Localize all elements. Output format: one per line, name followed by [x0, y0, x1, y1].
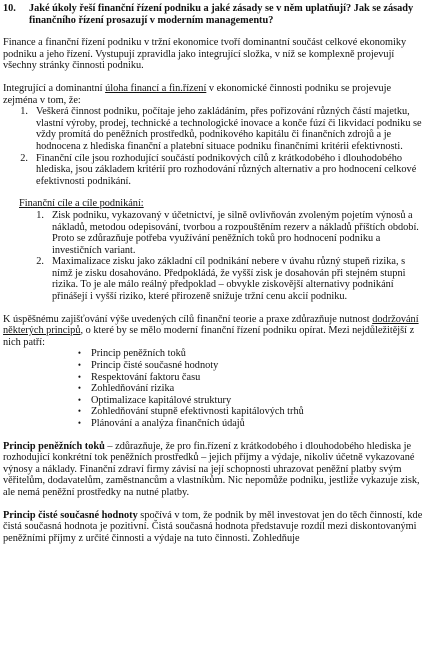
- question-text: Jaké úkoly řeší finanční řízení podniku a jaké zásady se v něm uplatňují? Jak se zásady finančního řízení prosazují v moderním managementu?: [29, 3, 414, 26]
- principles-lead-underlined: dodržování některých principů: [3, 313, 419, 337]
- question-number: 10.: [3, 3, 16, 14]
- list-item: [3, 372, 427, 384]
- list-item-text: Zohledňování stupně efektivnosti kapitálových trhů: [91, 406, 304, 418]
- bullet-icon: •: [77, 383, 81, 394]
- document-page: [3, 3, 427, 544]
- bullet-icon: •: [77, 371, 81, 382]
- list-item-number: 2.: [20, 152, 28, 164]
- bullet-icon: •: [77, 406, 81, 417]
- list-item-text: Optimalizace kapitálové struktury: [91, 394, 232, 406]
- integration-lead-start: Integrující a dominantní: [3, 82, 106, 94]
- bullet-icon: •: [77, 418, 81, 428]
- npv-text: spočívá v tom, že podnik by měl investovat jen do těch činností, kde čistá současná hodnota je pozitivní. Čistá současná hodnota představuje rozdíl mezi diskontovanými peněžními příjmy z určité činnosti a výdaje na tuto činnosti. Zohledňuje: [3, 509, 423, 544]
- integration-lead-end: v ekonomické činnosti podniku se projevuje zejména v tom, že:: [3, 82, 392, 106]
- goals-list: [3, 210, 427, 303]
- question-heading: [3, 3, 427, 26]
- list-item: [19, 210, 427, 256]
- list-item: [3, 383, 427, 395]
- list-item: [3, 360, 427, 372]
- list-item-text: Respektování faktoru času: [91, 371, 201, 383]
- cashflow-text: – zdůrazňuje, že pro fin.řízení z krátkodobého i dlouhodobého hlediska je rozhodující konkrétní tok peněžních prostředků – jejich příjmy a výdaje, nikoliv účetně vykazované výnosy a náklady. Finanční zdraví firmy závisí na její schopnosti uhrazovat peněžní platby svým věřitelům, dodavatelům, zaměstnancům a vlastníkům. Nic nepomůže podniku, jestliže vykazuje zisk, ale nemá peněžní prostředky na nutné platby.: [3, 440, 420, 498]
- npv-term: Princip čisté současné hodnoty: [3, 509, 138, 521]
- list-item: [19, 256, 427, 302]
- list-item-text: Princip peněžních toků: [91, 348, 186, 360]
- list-item-number: 2.: [36, 256, 44, 268]
- list-item-number: 1.: [36, 209, 44, 221]
- list-item: [3, 348, 427, 360]
- bullet-icon: •: [77, 360, 81, 371]
- list-item-text: Zisk podniku, vykazovaný v účetnictví, je silně ovlivňován zvoleným pojetím výnosů a nákladů, metodou odepisování, tvorbou a rozpouštěním rezerv a nákladů příštích období. Proto se zdůrazňuje potřeba využívání peněžních toků pro hodnocení podniku a investičních variant.: [52, 209, 419, 256]
- integration-lead: [3, 83, 427, 106]
- list-item-text: Maximalizace zisku jako základní cíl podnikání nebere v úvahu různý stupeň rizika, s nímž je zisku dosahováno. Předpokládá, že vyšší zisk je dosahován při stejném stupni rizika. To je ale málo reálný předpoklad – obvykle ziskovější alternativy podnikání přinášejí i vyšší riziko, které přirozeně snižuje tržní cenu akcií podniku.: [52, 256, 406, 303]
- list-item: [3, 106, 427, 152]
- list-item-text: Finanční cíle jsou rozhodující součástí podnikových cílů z krátkodobého i dlouhodobého hlediska, jsou základem kritérií pro rozhodování různých alternativ a pro hodnocení celkové efektivnosti podnikání.: [36, 152, 417, 187]
- list-item: [3, 395, 427, 407]
- list-item-number: 1.: [20, 106, 28, 118]
- list-item-text: Zohledňování rizika: [91, 383, 175, 395]
- cashflow-paragraph: [3, 441, 427, 499]
- list-item-text: Plánování a analýza finančních údajů: [91, 418, 245, 429]
- principles-lead-start: K úspěšnému zajišťování výše uvedených cílů finanční teorie a praxe zdůrazňuje nutnost: [3, 313, 373, 325]
- integration-list: [3, 106, 427, 187]
- npv-paragraph: [3, 510, 427, 545]
- list-item-text: Veškerá činnost podniku, počítaje jeho zakládáním, přes pořizování různých částí majetku, vlastní výroby, prodej, technické a technologické inovace a konče fúzí či likvidací podniku se vždy promítá do peněžních prostředků, podnikového kapitálu či finančních zdrojů a je hodnocena z hlediska finanční a platební situace podniku finančními kritérii efektivnosti.: [36, 106, 422, 152]
- principles-lead: [3, 314, 427, 349]
- integration-lead-underlined: úloha financí a fin.řízení: [105, 82, 207, 94]
- bullet-icon: •: [77, 394, 81, 405]
- cashflow-term: Princip peněžních toků: [3, 440, 105, 452]
- list-item: [3, 406, 427, 418]
- bullet-icon: •: [77, 348, 81, 359]
- principles-lead-end: , o které by se mělo moderní finanční řízení podniku opírat. Mezi nejdůležitější z nich patří:: [3, 325, 415, 348]
- principles-list: [3, 348, 427, 429]
- list-item: [3, 153, 427, 188]
- intro-paragraph: Finance a finanční řízení podniku v tržní ekonomice tvoří dominantní součást celkové ekonomiky podniku a jeho řízení. Vystupují zpravidla jako integrující složka, v níž se komplexně projevují všechny stránky činnosti podniku.: [3, 37, 407, 72]
- goals-heading: [3, 198, 427, 210]
- list-item-text: Princip čisté současné hodnoty: [91, 360, 219, 372]
- list-item: [3, 418, 427, 430]
- goals-heading-text: Finanční cíle a cíle podnikání:: [19, 198, 144, 210]
